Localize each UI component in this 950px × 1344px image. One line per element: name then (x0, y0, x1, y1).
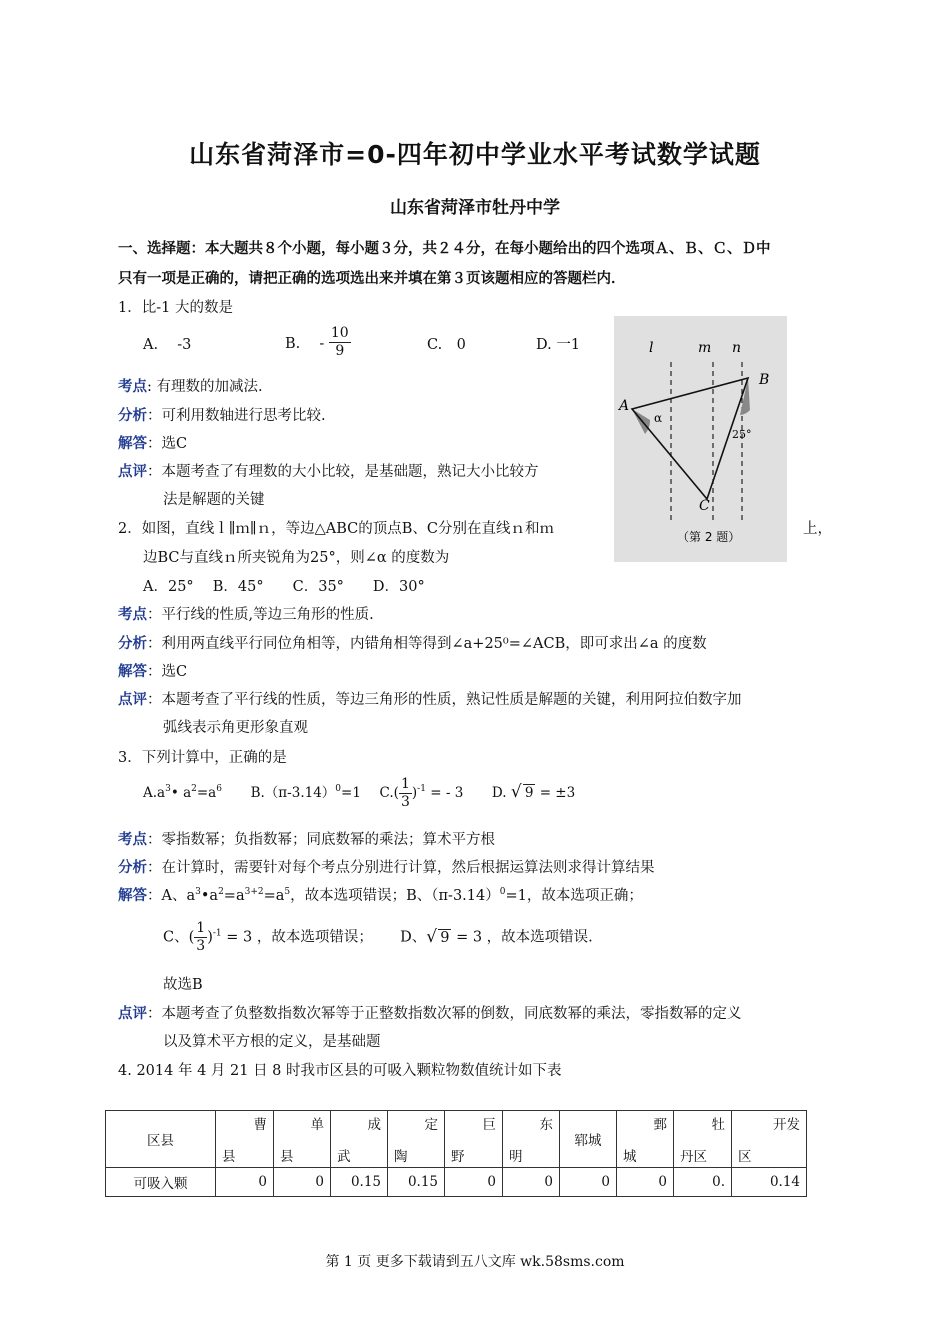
col-bottom: 县 (222, 1149, 236, 1165)
label-kaodian: 考点 (118, 607, 147, 623)
q2-stem-end: 上， (803, 521, 832, 537)
table-cell: 0 (560, 1168, 617, 1197)
q3-option-c-text: C. (379, 785, 394, 801)
label-dianping: 点评 (118, 1006, 147, 1022)
exponent: 2 (218, 887, 224, 897)
alpha-label: α (654, 411, 663, 425)
table-header-cell (503, 1111, 560, 1168)
label-jieda: 解答 (118, 664, 147, 680)
exponent: 3+2 (244, 887, 264, 897)
label-dianping: 点评 (118, 464, 147, 480)
table-header-cell (388, 1111, 445, 1168)
sqrt-arg: 9 (524, 785, 534, 801)
point-c-label: C (699, 498, 710, 514)
table-header-cell (445, 1111, 503, 1168)
col-top: 开发 (773, 1117, 800, 1133)
col-bottom: 明 (509, 1149, 523, 1165)
fraction (399, 776, 412, 811)
q1-fenxi (118, 404, 326, 425)
q3-option-a-text: • a (170, 785, 192, 801)
point-b-label: B (759, 372, 770, 388)
sqrt: √ 9 (510, 782, 534, 802)
q3-jieda-text: =1，故本选项正确； (505, 888, 643, 904)
q1-stem: 1．比-1 大的数是 (118, 300, 233, 316)
page-title: 山东省菏泽市=0-四年初中学业水平考试数学试题 (189, 140, 761, 169)
col-bottom: 县 (280, 1149, 294, 1165)
q2-jieda (118, 660, 187, 681)
section-instructions-line2: 只有一项是正确的，请把正确的选项选出来并填在第３页该题相应的答题栏内． (118, 271, 626, 287)
col-top: 鄄 (653, 1117, 667, 1133)
table-header-cell (560, 1111, 617, 1168)
q3-jieda-text: C、 (163, 929, 189, 946)
table-cell: 0 (274, 1168, 331, 1197)
fraction-num: 1 (400, 776, 410, 792)
q1-fenxi-text: ：可利用数轴进行思考比较. (147, 408, 326, 424)
line-label-l: l (649, 340, 654, 356)
label-jieda: 解答 (118, 888, 147, 904)
col-top: 单 (310, 1117, 324, 1133)
q2-fenxi (118, 632, 707, 653)
q3-options (143, 776, 575, 811)
q1-option-b-prefix: B. - (285, 336, 325, 352)
fraction-den: 3 (400, 794, 410, 810)
q3-jieda-text: = 3 ，故本选项错误； (226, 929, 373, 946)
fraction (329, 325, 351, 360)
q2-kaodian-text: ：平行线的性质,等边三角形的性质. (147, 607, 374, 623)
q4-stem: 4. 2014 年 4 月 21 日 8 时我市区县的可吸入颗粒物数值统计如下表 (118, 1063, 562, 1079)
q3-jieda-text: = 3 ，故本选项错误. (456, 929, 593, 946)
fraction-num: 1 (196, 920, 206, 936)
q3-kaodian-text: ：零指数幂；负指数幂；同底数幂的乘法；算术平方根 (147, 832, 495, 848)
label-fenxi: 分析 (118, 408, 147, 424)
q3-option-d (491, 782, 576, 802)
label-kaodian: 考点 (118, 832, 147, 848)
q2-stem-cont: 边BC与直线ｎ所夹锐角为25°，则∠α 的度数为 (143, 550, 450, 566)
table-row (106, 1168, 807, 1197)
sqrt: √ 9 (426, 926, 450, 947)
exponent: 0 (499, 887, 506, 897)
q2-dianping-cont: 弧线表示角更形象直观 (163, 720, 308, 736)
q1-jieda-text: ：选C (147, 436, 188, 452)
sqrt-arg: 9 (440, 929, 450, 946)
q3-dianping (118, 1002, 742, 1023)
point-a-label: A (619, 398, 630, 414)
q3-jieda-text: ：A、a (147, 888, 196, 904)
label-fenxi: 分析 (118, 636, 147, 652)
exponent: 5 (284, 887, 291, 897)
table-header-cell (732, 1111, 807, 1168)
row-header-cell: 可吸入颗 (106, 1168, 216, 1197)
q3-option-c: C.( $\frac{1}{3}$ )$^{-1}$ = - 3 (379, 776, 464, 810)
q2-options: A．25° B．45° C．35° D．30° (143, 579, 425, 595)
angle-25-label: 25° (732, 428, 752, 441)
col-bottom: 区 (738, 1149, 752, 1165)
label-dianping: 点评 (118, 692, 147, 708)
q3-option-b (251, 785, 361, 801)
q1-dianping-cont: 法是解题的关键 (163, 492, 265, 508)
col-top: 定 (424, 1117, 438, 1133)
q3-jieda-text: =a (223, 888, 245, 904)
q3-option-d-text: D. (491, 785, 507, 801)
exponent: 2 (191, 784, 197, 794)
q3-option-a-text: A.a (143, 785, 166, 801)
q3-dianping-cont: 以及算术平方根的定义，是基础题 (163, 1034, 381, 1050)
q1-dianping (118, 460, 539, 481)
label-kaodian: 考点 (118, 379, 147, 395)
q3-option-c-text: = - 3 (430, 785, 464, 801)
col-bottom: 武 (337, 1149, 351, 1165)
table-cell: 0 (216, 1168, 274, 1197)
col-bottom: 丹区 (680, 1149, 707, 1165)
table-cell: 0.14 (732, 1168, 807, 1197)
col-bottom: 城 (623, 1149, 637, 1165)
triangle-diagram (614, 316, 787, 562)
q3-jieda-text: D、 (400, 929, 427, 946)
q1-option-d: D. 一1 (536, 337, 581, 353)
row-header-cell: 区县 (106, 1111, 216, 1168)
table-header-cell (617, 1111, 674, 1168)
q2-dianping (118, 688, 742, 709)
page-footer: 第 1 页 更多下载请到五八文库 wk.58sms.com (325, 1254, 625, 1270)
q3-fenxi-text: ：在计算时，需要针对每个考点分别进行计算，然后根据运算法则求得计算结果 (147, 860, 655, 876)
table-cell: 0 (617, 1168, 674, 1197)
exponent: 0 (335, 784, 342, 794)
fraction (194, 920, 207, 955)
q1-dianping-text: ：本题考查了有理数的大小比较，是基础题，熟记大小比较方 (147, 464, 539, 480)
exponent: 3 (165, 784, 171, 794)
fraction-den: 3 (196, 938, 206, 954)
fraction-num: 10 (330, 325, 349, 341)
school-name: 山东省菏泽市牡丹中学 (390, 198, 560, 218)
col-bottom: 陶 (394, 1149, 408, 1165)
figure-caption: （第 2 题） (677, 530, 741, 544)
exponent: 6 (216, 784, 222, 794)
q3-option-b-text: B.（π-3.14） (250, 785, 336, 801)
table-header-cell (674, 1111, 732, 1168)
table-cell: 0.15 (331, 1168, 388, 1197)
table-header-row (106, 1111, 807, 1168)
q1-option-c: C. 0 (427, 337, 466, 353)
q1-option-b (285, 325, 351, 360)
label-fenxi: 分析 (118, 860, 147, 876)
table-cell: 0.15 (388, 1168, 445, 1197)
col-label: 郓城 (574, 1133, 602, 1149)
q3-option-d-text: = ±3 (539, 785, 576, 801)
q3-option-b-text: =1 (341, 785, 361, 801)
q2-dianping-text: ：本题考查了平行线的性质，等边三角形的性质，熟记性质是解题的关键，利用阿拉伯数字加 (147, 692, 742, 708)
table-header-cell (331, 1111, 388, 1168)
fraction-den: 9 (335, 343, 345, 359)
q3-stem: 3．下列计算中，正确的是 (118, 750, 287, 766)
pm-table (105, 1110, 807, 1197)
q3-jieda-line2: C、( $\frac{1}{3}$ )$^{-1}$ = 3 ，故本选项错误； D、 √ 9 = 3 ，故本选项错误. (163, 920, 593, 954)
q3-option-a (143, 785, 222, 801)
col-top: 曹 (253, 1117, 267, 1133)
q2-figure (614, 316, 787, 562)
q2-jieda-text: ：选C (147, 664, 188, 680)
q1-option-a: A. -3 (143, 337, 192, 353)
q3-dianping-text: ：本题考查了负整数指数次幂等于正整数指数次幂的倒数，同底数幂的乘法，零指数幂的定义 (147, 1006, 742, 1022)
exponent: -1 (212, 928, 222, 939)
col-top: 牡 (711, 1117, 725, 1133)
q2-fenxi-text: ：利用两直线平行同位角相等，内错角相等得到∠a+25⁰=∠ACB，即可求出∠a 的度数 (147, 636, 707, 652)
q3-jieda-text: •a (200, 888, 219, 904)
q1-kaodian (118, 375, 263, 396)
q3-fenxi (118, 856, 655, 877)
q3-option-a-text: =a (196, 785, 217, 801)
line-label-n: n (732, 340, 742, 356)
q2-kaodian (118, 603, 374, 624)
line-label-m: m (698, 340, 712, 356)
q3-conclusion: 故选B (163, 977, 203, 993)
table-header-cell (216, 1111, 274, 1168)
col-top: 东 (539, 1117, 553, 1133)
col-bottom: 野 (451, 1149, 465, 1165)
label-jieda: 解答 (118, 436, 147, 452)
q3-jieda-text: =a (263, 888, 285, 904)
table-header-cell (274, 1111, 331, 1168)
q3-jieda-text: ，故本选项错误；B、（π-3.14） (290, 888, 500, 904)
table-cell: 0 (503, 1168, 560, 1197)
q3-jieda (118, 884, 643, 905)
exponent: -1 (417, 784, 426, 794)
table-cell: 0. (674, 1168, 732, 1197)
exponent: 3 (195, 887, 201, 897)
q1-kaodian-text: : 有理数的加减法. (147, 379, 263, 395)
section-instructions-line1: 一、选择题：本大题共８个小题，每小题３分，共２４分，在每小题给出的四个选项Ａ、Ｂ、Ｃ、Ｄ中 (118, 241, 771, 257)
col-top: 巨 (482, 1117, 496, 1133)
table-cell: 0 (445, 1168, 503, 1197)
col-top: 成 (367, 1117, 381, 1133)
q3-kaodian (118, 828, 495, 849)
q2-stem: 2．如图，直线ｌ∥ｍ∥ｎ，等边△ABC的顶点B、C分别在直线ｎ和ｍ (118, 521, 555, 537)
q1-jieda (118, 432, 187, 453)
